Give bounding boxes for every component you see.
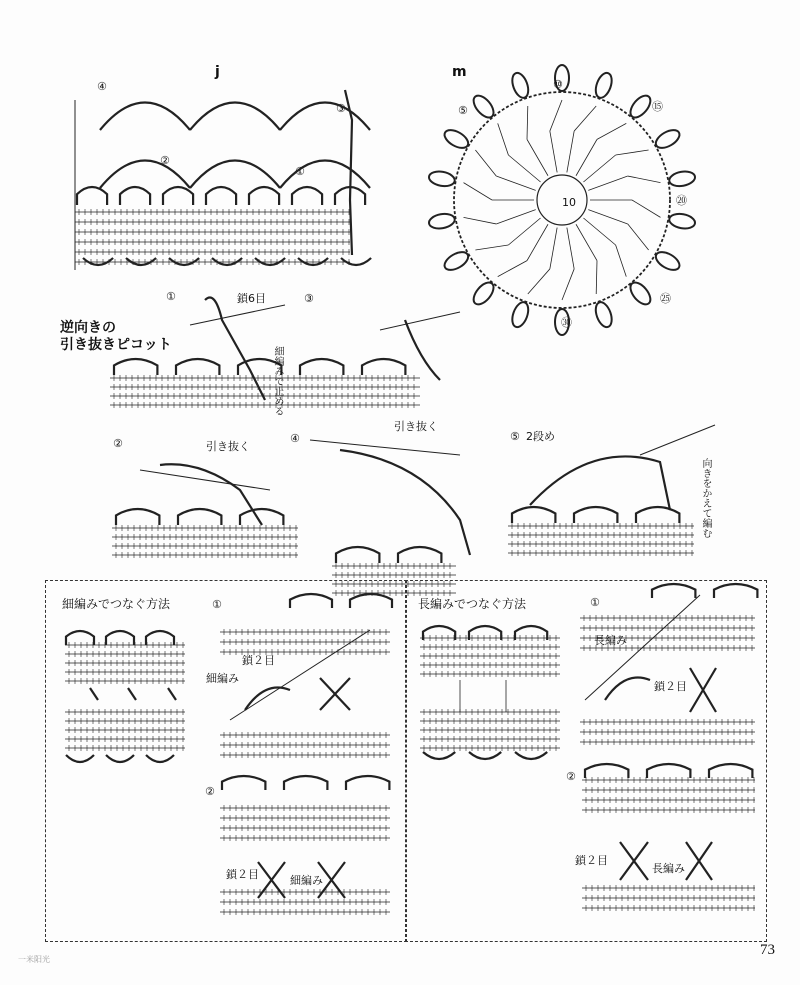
panel-m-mark-5: ⑤ (458, 104, 468, 117)
panel-m-center: 10 (562, 196, 576, 209)
diagram-stroke (496, 176, 535, 190)
diagram-stroke (588, 176, 627, 190)
crochet-hook (640, 425, 715, 455)
chain-arch (169, 258, 199, 265)
motif-picot (668, 170, 696, 188)
motif-spoke (616, 245, 627, 277)
chain-scallop (190, 161, 280, 189)
diagram-stroke (583, 155, 615, 182)
chain-arch (255, 258, 285, 265)
motif-spoke (628, 224, 649, 250)
chain-scallop (280, 161, 370, 189)
motif-picot (593, 300, 615, 329)
motif-spoke (628, 176, 661, 183)
panel-m-mark-25: ㉕ (660, 292, 671, 305)
diagram-stroke (508, 155, 540, 182)
watermark: 一米阳光 (18, 955, 50, 964)
motif-spoke (616, 150, 649, 155)
chain-arch (574, 507, 617, 523)
motif-spoke (562, 269, 574, 300)
picot-step-2: ② (113, 437, 123, 450)
yarn-chain (405, 320, 440, 380)
motif-spoke (475, 150, 496, 176)
picot-step-1-note: 鎖6目 (237, 292, 266, 305)
chain-arch (512, 507, 555, 523)
diagram-stroke (550, 131, 557, 172)
join-dc-step-1: ① (590, 596, 600, 609)
join-dc-title: 長編みでつなぐ方法 (418, 597, 527, 611)
join-dc-stitch-label-1: 長編み (594, 634, 627, 647)
yarn-chain (340, 450, 470, 555)
page-number: 73 (760, 942, 775, 958)
crochet-hook (190, 305, 285, 325)
picot-title: 逆向きの 引き抜きピコット (60, 320, 172, 353)
diagram-stroke (508, 218, 540, 245)
motif-spoke (632, 200, 660, 217)
join-dc-chain-label-2: 鎖２目 (575, 854, 608, 867)
join-dc-step-2: ② (566, 770, 576, 783)
motif-spoke (574, 106, 596, 131)
chain-arch (300, 359, 343, 375)
panel-m-mark-15: ⑮ (652, 100, 663, 113)
chain-arch (176, 359, 219, 375)
chain-arch (178, 509, 221, 525)
chain-arch (249, 187, 279, 205)
motif-spoke (498, 261, 527, 277)
motif-picot (668, 212, 696, 230)
join-sc-step-2: ② (205, 785, 215, 798)
chain-scallop (100, 103, 190, 131)
panel-j-row-3: ③ (336, 102, 346, 115)
motif-picot (442, 248, 472, 273)
motif-picot (509, 71, 531, 100)
side-chain (345, 90, 352, 255)
diagram-stroke (576, 139, 597, 175)
chain-arch (77, 187, 107, 205)
chain-arch (292, 187, 322, 205)
diagram-stroke (588, 210, 627, 224)
motif-picot (593, 71, 615, 100)
motif-spoke (464, 183, 492, 200)
yarn-chain (205, 298, 265, 401)
diagram-stroke (527, 224, 548, 260)
diagram-stroke (527, 139, 548, 175)
motif-picot (653, 248, 683, 273)
chain-arch (206, 187, 236, 205)
panel-m-mark-20: ⑳ (676, 194, 687, 207)
join-sc-title: 細編みでつなぐ方法 (62, 597, 171, 611)
diagram-stroke (583, 218, 615, 245)
crochet-hook (140, 470, 270, 490)
picot-step-1: ① (166, 290, 176, 303)
chain-arch (163, 187, 193, 205)
picot-step-5-note: 2段め (526, 430, 555, 443)
picot-step-3: ③ (304, 292, 314, 305)
join-sc-chain-label-1: 鎖２目 (242, 654, 275, 667)
diagram-stroke (567, 131, 574, 172)
motif-picot (428, 170, 456, 188)
panel-j-label: j (215, 64, 220, 80)
chain-arch (636, 507, 679, 523)
chain-arch (362, 359, 405, 375)
picot-step-4: ④ (290, 432, 300, 445)
motif-spoke (528, 269, 550, 294)
chain-arch (116, 509, 159, 525)
chain-arch (398, 547, 441, 563)
chain-scallop (280, 103, 370, 131)
motif-spoke (596, 261, 597, 294)
diagram-stroke (576, 224, 597, 260)
crochet-hook (310, 440, 460, 455)
motif-picot (428, 212, 456, 230)
chain-arch (336, 547, 379, 563)
chain-arch (341, 258, 371, 265)
picot-step-5-side: 向きをかえて編む (700, 458, 711, 538)
diagram-stroke (567, 228, 574, 269)
motif-picot (627, 92, 654, 121)
join-sc-box (45, 580, 407, 942)
yarn-chain (160, 464, 262, 525)
motif-spoke (498, 123, 509, 155)
motif-spoke (597, 123, 626, 139)
join-dc-stitch-label-2: 長編み (652, 862, 685, 875)
motif-spoke (464, 217, 497, 224)
chain-arch (114, 359, 157, 375)
motif-picot (627, 279, 654, 308)
motif-picot (470, 92, 497, 121)
panel-m-mark-10: ⑩ (553, 78, 563, 91)
chain-scallop (190, 103, 280, 131)
join-sc-chain-label-2: 鎖２目 (226, 868, 259, 881)
motif-picot (653, 126, 683, 151)
join-sc-stitch-label-1: 細編み (206, 672, 239, 685)
picot-step-2-note: 引き抜く (206, 440, 250, 453)
chain-arch (120, 187, 150, 205)
join-dc-chain-label-1: 鎖２目 (654, 680, 687, 693)
chain-arch (83, 258, 113, 265)
panel-m-mark-30: ㉚ (561, 316, 572, 329)
join-dc-box (405, 580, 767, 942)
panel-j-row-4: ④ (97, 80, 107, 93)
motif-spoke (550, 100, 562, 131)
chain-arch (126, 258, 156, 265)
join-sc-stitch-label-2: 細編み (290, 874, 323, 887)
motif-spoke (475, 245, 508, 250)
motif-spoke (527, 106, 528, 139)
diagram-stroke (550, 228, 557, 269)
join-sc-step-1: ① (212, 598, 222, 611)
crochet-hook (380, 312, 460, 330)
picot-step-4-note: 引き抜く (394, 420, 438, 433)
panel-j-row-1: ① (295, 165, 305, 178)
motif-picot (509, 300, 531, 329)
panel-j-row-2: ② (160, 154, 170, 167)
motif-picot (470, 279, 497, 308)
diagram-stroke (496, 210, 535, 224)
chain-arch (212, 258, 242, 265)
motif-picot (442, 126, 472, 151)
picot-step-5: ⑤ (510, 430, 520, 443)
picot-step-1-side: 細編みで止める (272, 346, 283, 416)
panel-m-label: m (452, 64, 467, 80)
chain-scallop (100, 161, 190, 189)
yarn-chain (530, 456, 670, 510)
